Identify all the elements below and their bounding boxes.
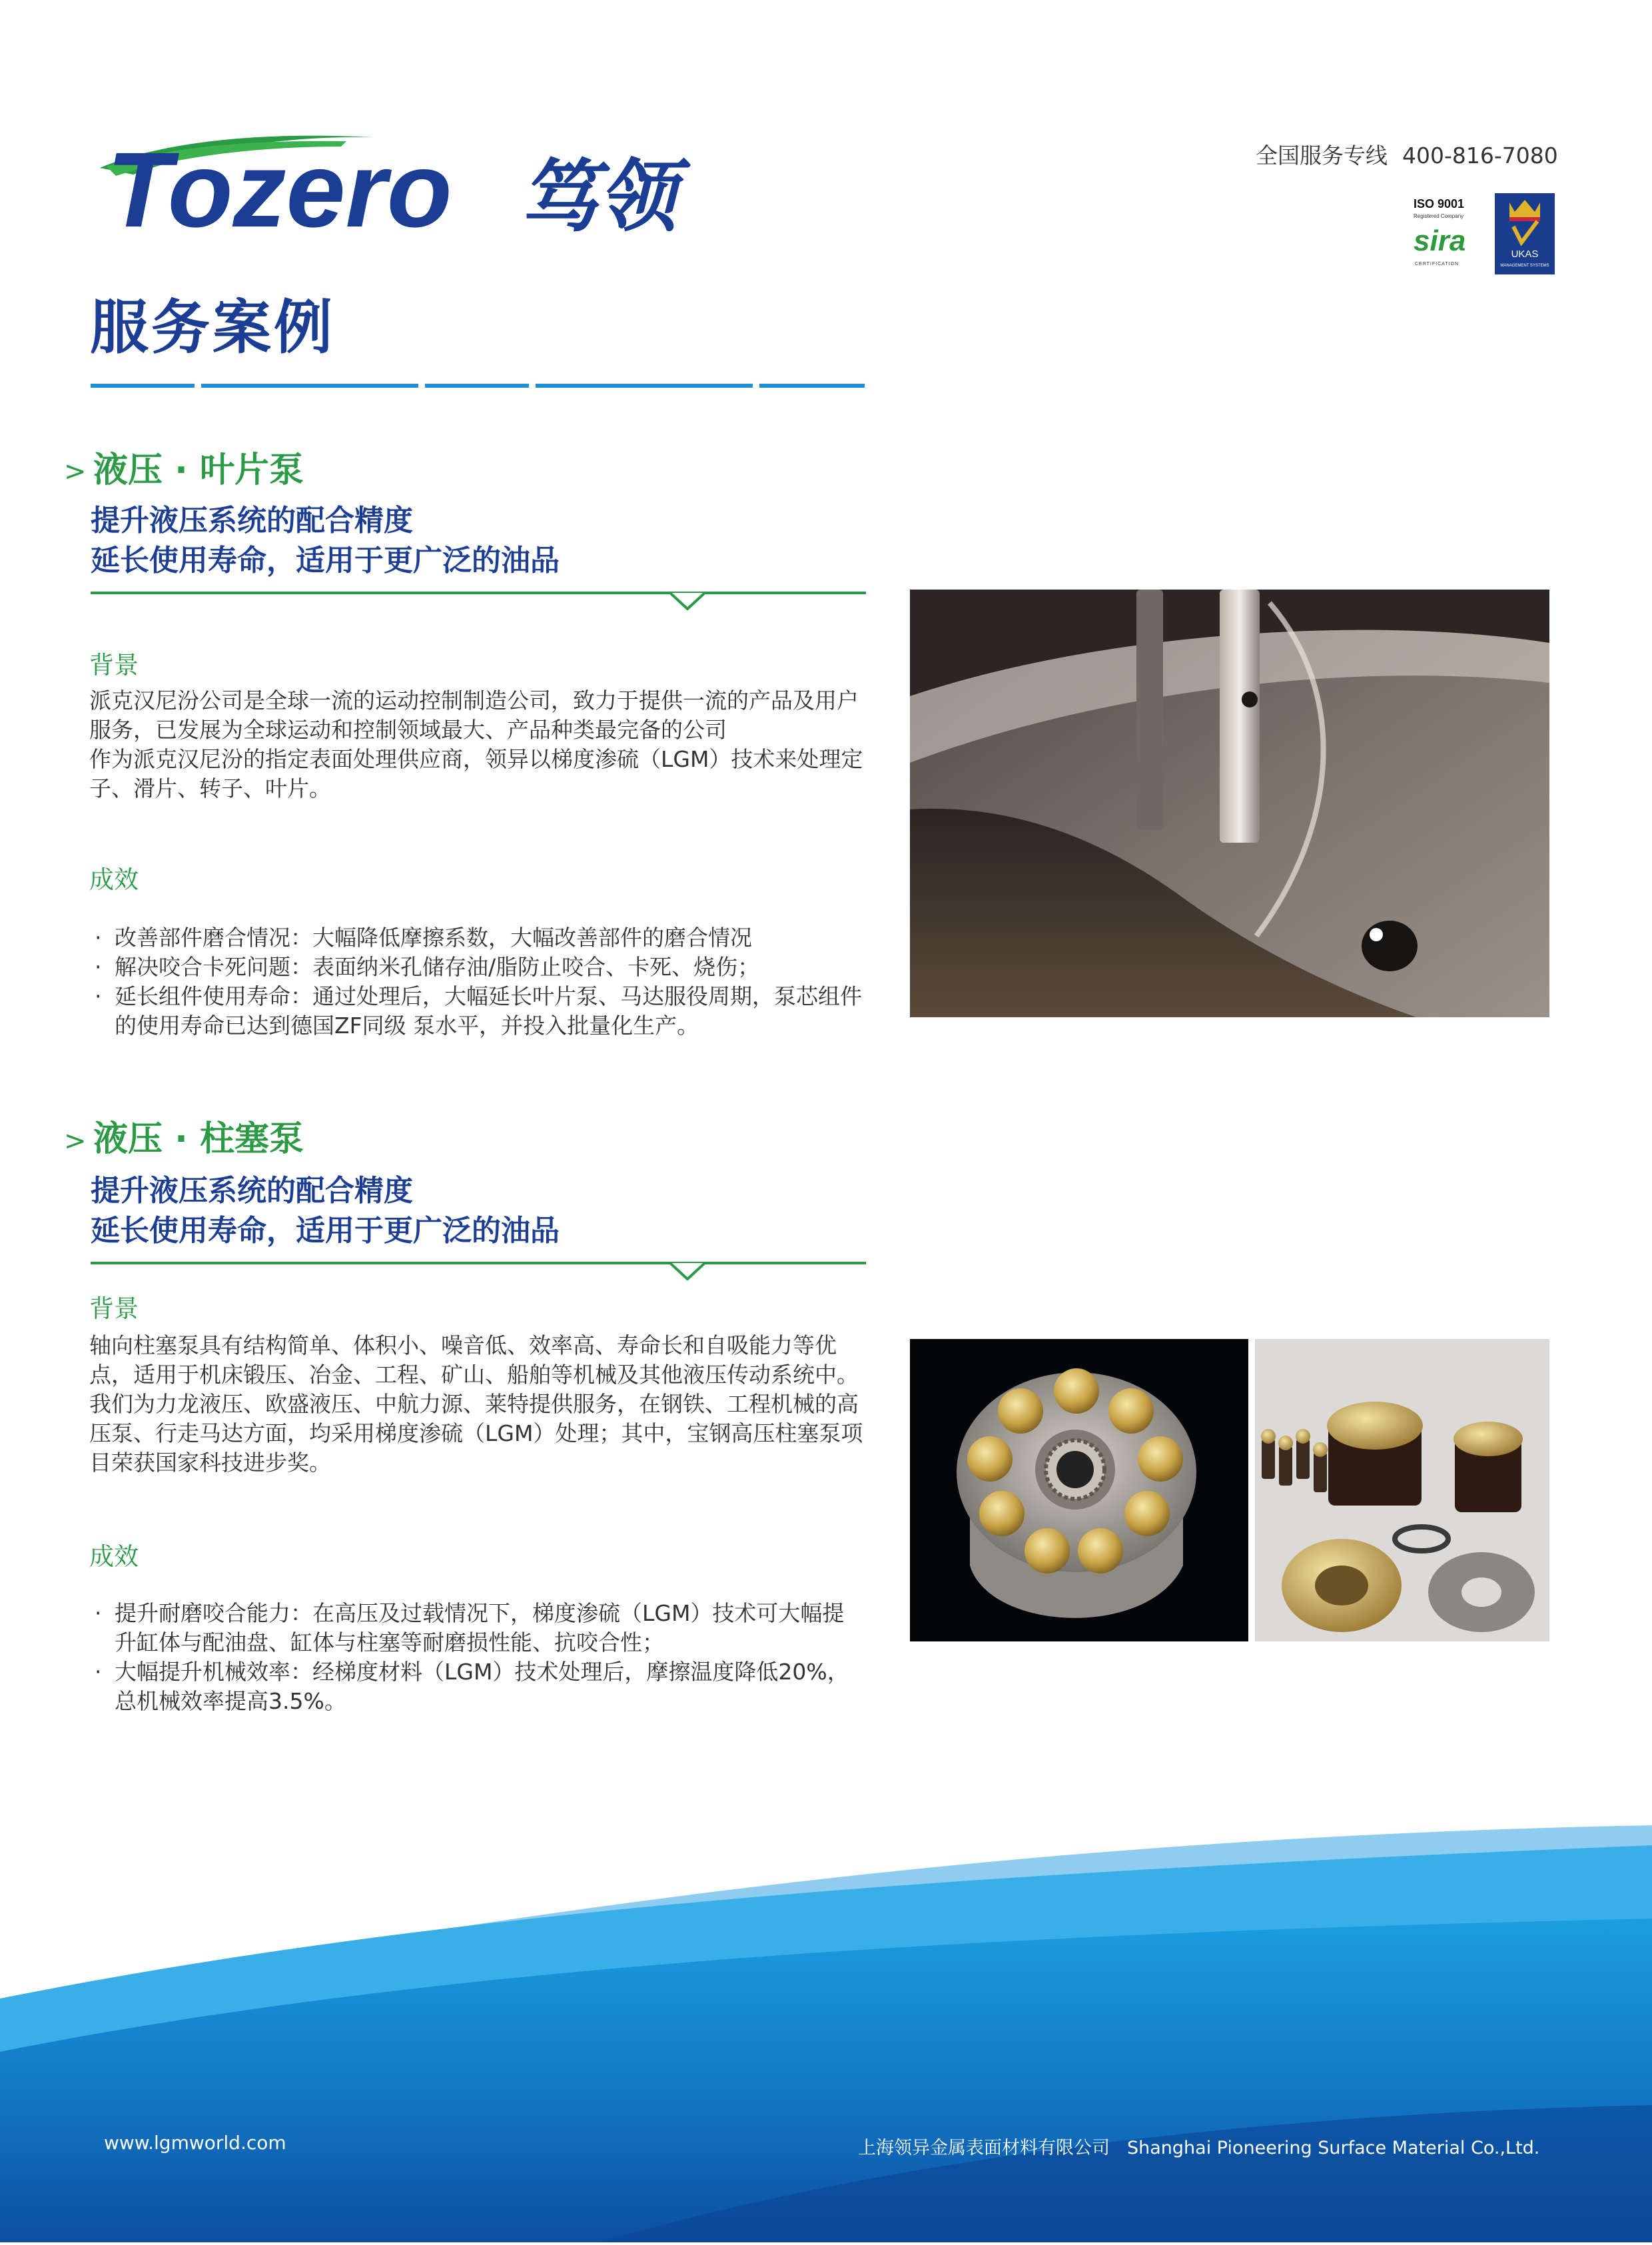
section-subtitle: 延长使用寿命，适用于更广泛的油品 [91,1214,560,1248]
background-paragraph: 派克汉尼汾公司是全球一流的运动控制制造公司，致力于提供一流的产品及用户服务，已发展为全球运动和控制领域最大、产品种类最完备的公司 [89,687,859,743]
effect-text: 提升耐磨咬合能力：在高压及过载情况下，梯度渗硫（LGM）技术可大幅提升缸体与配油盘、缸体与柱塞等耐磨损性能、抗咬合性； [115,1600,845,1655]
effect-label: 成效 [89,1542,139,1571]
section-subtitle: 提升液压系统的配合精度 [91,504,413,538]
background-paragraph: 作为派克汉尼汾的指定表面处理供应商，领异以梯度渗硫（LGM）技术来处理定子、滑片、转子、叶片。 [89,746,863,801]
service-hotline [1256,139,1558,170]
effect-text: 改善部件磨合情况：大幅降低摩擦系数，大幅改善部件的磨合情况 [115,925,752,951]
company-name-en: Shanghai Pioneering Surface Material Co.,Ltd. [1127,2138,1540,2158]
divider-notch-icon [667,1263,707,1283]
list-item: · 延长组件使用寿命：通过处理后，大幅延长叶片泵、马达服役周期，泵芯组件的使用寿命已达到德国ZF同级 泵水平，并投入批量化生产。 [95,983,862,1039]
footer-company-name [858,2133,1539,2159]
list-item: · 解决咬合卡死问题：表面纳米孔储存油/脂防止咬合、卡死、烧伤； [95,954,760,980]
iso-certification-badge [1414,193,1555,274]
section-subtitle: 提升液压系统的配合精度 [91,1174,413,1208]
effect-text: 大幅提升机械效率：经梯度材料（LGM）技术处理后，摩擦温度降低20%，总机械效率提高3.5%。 [115,1659,849,1714]
vane-pump-photo [910,590,1549,1017]
pump-parts-photo [1255,1339,1549,1641]
ukas-sub-label: MANAGEMENT SYSTEMS [1500,264,1549,268]
list-item: · 改善部件磨合情况：大幅降低摩擦系数，大幅改善部件的磨合情况 [95,925,752,951]
effect-text: 解决咬合卡死问题：表面纳米孔储存油/脂防止咬合、卡死、烧伤； [115,954,760,980]
list-item: · 大幅提升机械效率：经梯度材料（LGM）技术处理后，摩擦温度降低20%，总机械效率提高3.5%。 [95,1659,849,1714]
section-divider [91,592,866,594]
divider-notch-icon [667,593,707,613]
iso-label: ISO 9001 [1414,197,1465,211]
logo-cn-text: 笃领 [520,151,677,240]
effect-list [91,923,866,1041]
sira-logo-text: sira [1414,224,1466,257]
title-underline [91,384,865,389]
logo-latin-text: Tozero [107,130,452,240]
tozero-logo [93,127,719,240]
section-arrow-icon: > [64,1126,87,1156]
section-subtitle: 延长使用寿命，适用于更广泛的油品 [91,544,560,578]
background-text [89,686,866,803]
background-label: 背景 [89,1294,139,1323]
effect-text: 延长组件使用寿命：通过处理后，大幅延长叶片泵、马达服役周期，泵芯组件的使用寿命已达到德国ZF同级 泵水平，并投入批量化生产。 [115,983,862,1039]
background-paragraph: 轴向柱塞泵具有结构简单、体积小、噪音低、效率高、寿命长和自吸能力等优点，适用于机床锻压、冶金、工程、矿山、船舶等机械及其他液压传动系统中。 [89,1332,859,1388]
iso-sub-label: Registered Company [1414,213,1464,219]
background-label: 背景 [89,651,139,679]
background-text [89,1331,866,1478]
footer-wave-banner [0,1799,1652,2242]
hotline-number: 400-816-7080 [1402,143,1558,169]
hotline-label: 全国服务专线 [1256,143,1388,169]
list-item: · 提升耐磨咬合能力：在高压及过载情况下，梯度渗硫（LGM）技术可大幅提升缸体与配油盘、缸体与柱塞等耐磨损性能、抗咬合性； [95,1600,845,1655]
section-title: 液压 · 柱塞泵 [93,1119,304,1159]
effect-list [91,1599,866,1716]
section-divider [91,1262,866,1264]
page-title: 服务案例 [90,293,336,362]
sira-sub-label: CERTIFICATION [1415,262,1459,266]
ukas-label: UKAS [1511,248,1539,260]
ukas-crown-icon [1495,193,1555,274]
background-paragraph: 我们为力龙液压、欧盛液压、中航力源、莱特提供服务，在钢铁、工程机械的高压泵、行走马达方面，均采用梯度渗硫（LGM）处理；其中，宝钢高压柱塞泵项目荣获国家科技进步奖。 [89,1391,863,1476]
effect-label: 成效 [89,865,139,894]
footer-website[interactable]: www.lgmworld.com [104,2132,286,2154]
section-title: 液压 · 叶片泵 [93,450,304,490]
piston-block-photo [910,1339,1248,1641]
company-name-cn: 上海领异金属表面材料有限公司 [858,2138,1110,2158]
section-arrow-icon: > [64,456,87,487]
